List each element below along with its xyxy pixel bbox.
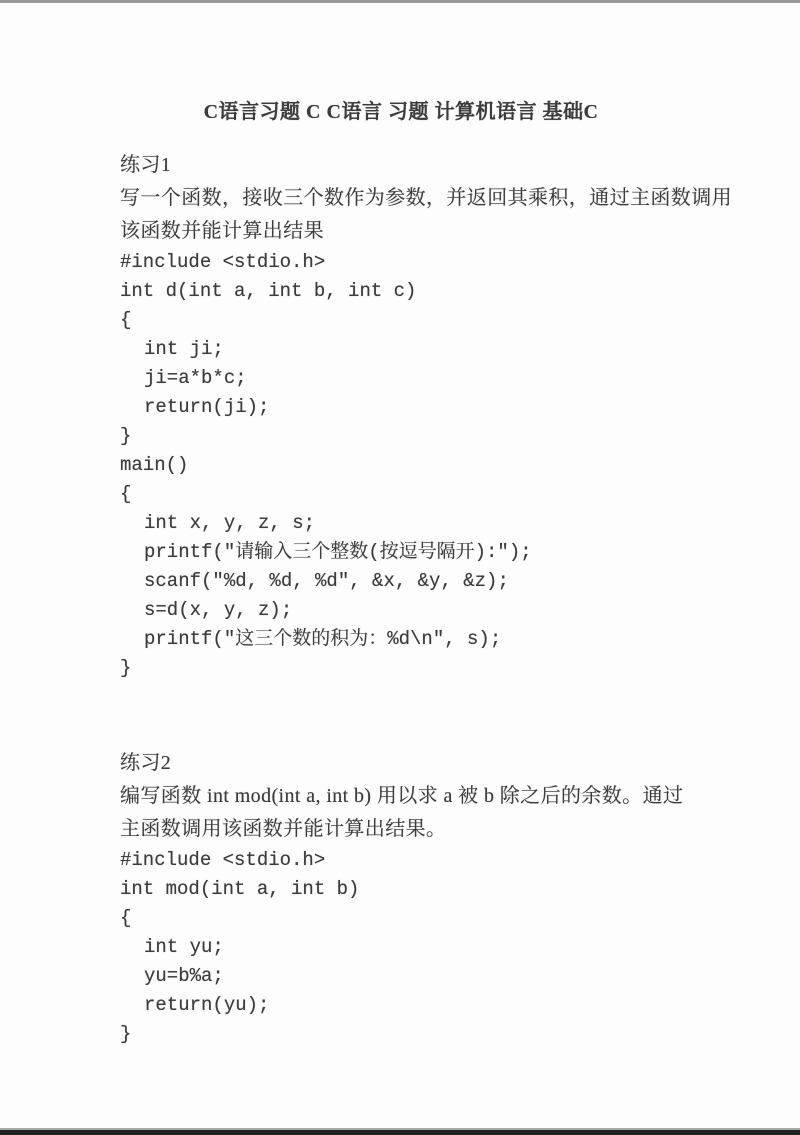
code-line: #include <stdio.h> <box>120 251 326 273</box>
code-line: ji=a*b*c; <box>144 367 247 389</box>
exercise-label: 练习2 <box>120 752 172 774</box>
exercise-code <box>120 846 682 1049</box>
code-line: int ji; <box>144 338 224 360</box>
exercises <box>120 149 732 1049</box>
exercise-section <box>120 149 732 683</box>
code-line: main() <box>120 454 189 476</box>
code-line: return(ji); <box>144 396 270 418</box>
code-line: s=d(x, y, z); <box>144 599 293 621</box>
code-line: #include <stdio.h> <box>120 849 326 871</box>
code-line: { <box>120 483 132 505</box>
code-line: return(yu); <box>144 994 270 1016</box>
scan-edge-bottom <box>0 1128 800 1135</box>
code-line: int mod(int a, int b) <box>120 878 360 900</box>
exercise-description-line: 该函数并能计算出结果 <box>120 220 324 242</box>
code-line: int d(int a, int b, int c) <box>120 280 417 302</box>
exercise-description <box>120 780 682 846</box>
exercise-label: 练习1 <box>120 154 172 176</box>
code-line: int yu; <box>144 936 224 958</box>
document-content <box>120 0 732 1049</box>
exercise-description <box>120 182 732 248</box>
code-line: printf(″这三个数的积为：%d\n″, s); <box>144 628 502 650</box>
code-line: } <box>120 1023 132 1045</box>
page-title: C语言习题 C C语言 习题 计算机语言 基础C <box>203 101 599 123</box>
exercise-description-line: 写一个函数，接收三个数作为参数，并返回其乘积，通过主函数调用 <box>120 187 732 209</box>
exercise-section <box>120 747 682 1049</box>
exercise-description-line: 编写函数 int mod(int a, int b) 用以求 a 被 b 除之后的余数。通过 <box>120 785 684 807</box>
code-line: } <box>120 657 132 679</box>
code-line: } <box>120 425 132 447</box>
code-line: yu=b%a; <box>144 965 224 987</box>
code-line: printf(″请输入三个整数(按逗号隔开):″); <box>144 541 532 563</box>
code-line: { <box>120 309 132 331</box>
code-line: scanf(″%d, %d, %d″, &x, &y, &z); <box>144 570 509 592</box>
exercise-code <box>120 248 682 683</box>
exercise-description-line: 主函数调用该函数并能计算出结果。 <box>120 818 447 840</box>
code-line: int x, y, z, s; <box>144 512 316 534</box>
code-line: { <box>120 907 132 929</box>
